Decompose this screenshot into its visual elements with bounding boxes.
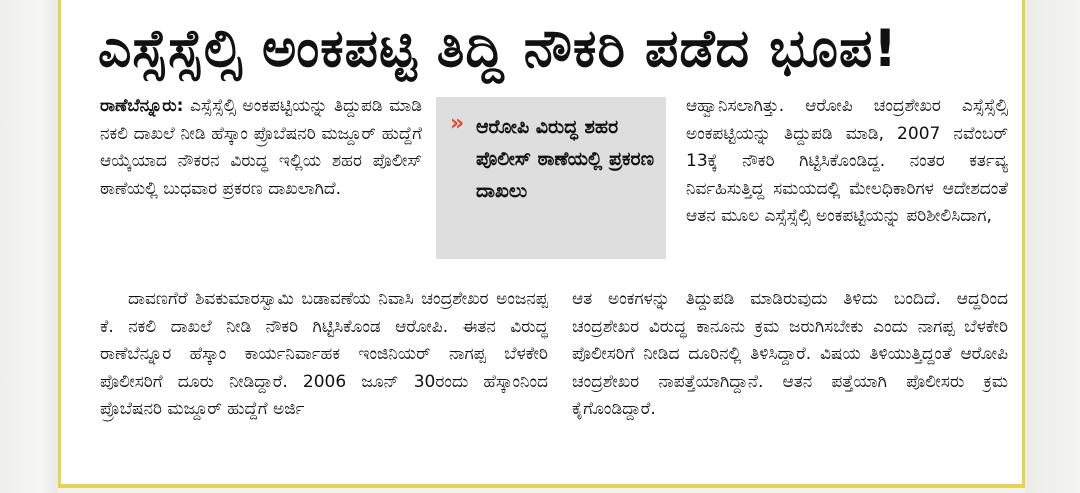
paragraph-2-text: ದಾವಣಗೆರೆ ಶಿವಕುಮಾರಸ್ವಾಮಿ ಬಡಾವಣೆಯ ನಿವಾಸಿ ಚಂದ್ರಶೇಖರ ಅಂಜನಪ್ಪ ಕೆ. ನಕಲಿ ದಾಖಲೆ ನೀಡಿ ನೌಕರಿ ಗಿಟ್ಟಿಸಿಕೊಂಡ ಆರೋಪಿ. ಈತನ ವಿರುದ್ಧ ರಾಣೆಬೆನ್ನೂರ ಹೆಸ್ಕಾಂ ಕಾರ್ಯನಿರ್ವಾಹಕ ಇಂಜಿನಿಯರ್ ನಾಗಪ್ಪ ಬೆಳಕೇರಿ ಪೊಲೀಸರಿಗೆ ದೂರು ನೀಡಿದ್ದಾರೆ. 2006 ಜೂನ್ 30ರಂದು ಹೆಸ್ಕಾಂನಿಂದ ಪ್ರೊಬೆಷನರಿ ಮಜ್ದೂರ್ ಹುದ್ದೆಗೆ ಅರ್ಜಿ <box>100 289 548 420</box>
article-column-2-bottom: ಆತ ಅಂಕಗಳನ್ನು ತಿದ್ದುಪಡಿ ಮಾಡಿರುವುದು ತಿಳಿದು ಬಂದಿದೆ. ಆದ್ದರಿಂದ ಚಂದ್ರಶೇಖರ ವಿರುದ್ಧ ಕಾನೂನು ಕ್ರಮ ಜರುಗಿಸಬೇಕು ಎಂದು ನಾಗಪ್ಪ ಬೆಳಕೇರಿ ಪೊಲೀಸರಿಗೆ ನೀಡಿದ ದೂರಿನಲ್ಲಿ ತಿಳಿಸಿದ್ದಾರೆ. ವಿಷಯ ತಿಳಿಯುತ್ತಿದ್ದಂತೆ ಆರೋಪಿ ಚಂದ್ರಶೇಖರ ನಾಪತ್ತೆಯಾಗಿದ್ದಾನೆ. ಆತನ ಪತ್ತೆಯಾಗಿ ಪೊಲೀಸರು ಕ್ರಮ ಕೈಗೊಂಡಿದ್ದಾರೆ. <box>572 289 1008 420</box>
pull-quote-text: ಆರೋಪಿ ವಿರುದ್ಧ ಶಹರ ಪೊಲೀಸ್ ಠಾಣೆಯಲ್ಲಿ ಪ್ರಕರಣ ದಾಖಲು <box>476 116 655 202</box>
dateline: ರಾಣೆಬೆನ್ನೂರು: <box>100 96 184 116</box>
article-paragraph-2 <box>100 286 548 466</box>
right-margin <box>1025 0 1080 493</box>
article-paragraph-1 <box>100 93 422 283</box>
left-margin <box>0 0 58 493</box>
article-column-2-top: ಆಹ್ವಾನಿಸಲಾಗಿತ್ತು. ಆರೋಪಿ ಚಂದ್ರಶೇಖರ ಎಸ್ಸೆಸ್ಸೆಲ್ಸಿ ಅಂಕಪಟ್ಟಿಯನ್ನು ತಿದ್ದುಪಡಿ ಮಾಡಿ, 2007 ನವೆಂಬರ್ 13ಕ್ಕೆ ನೌಕರಿ ಗಿಟ್ಟಿಸಿಕೊಂಡಿದ್ದ. ನಂತರ ಕರ್ತವ್ಯ ನಿರ್ವಹಿಸುತ್ತಿದ್ದ ಸಮಯದಲ್ಲಿ ಮೇಲಧಿಕಾರಿಗಳ ಆದೇಶದಂತೆ ಆತನ ಮೂಲ ಎಸ್ಸೆಸ್ಸೆಲ್ಸಿ ಅಂಕಪಟ್ಟಿಯನ್ನು ಪರಿಶೀಲಿಸಿದಾಗ, <box>686 96 1008 227</box>
pull-quote-box <box>436 97 666 259</box>
double-chevron-right-icon: » <box>450 111 465 136</box>
headline: ಎಸ್ಸೆಸ್ಸೆಲ್ಸಿ ಅಂಕಪಟ್ಟಿ ತಿದ್ದಿ ನೌಕರಿ ಪಡೆದ ಭೂಪ! <box>98 19 898 79</box>
paragraph-1-text: ಎಸ್ಸೆಸ್ಸೆಲ್ಸಿ ಅಂಕಪಟ್ಟಿಯನ್ನು ತಿದ್ದುಪಡಿ ಮಾಡಿ ನಕಲಿ ದಾಖಲೆ ನೀಡಿ ಹೆಸ್ಕಾಂ ಪ್ರೊಬೆಷನರಿ ಮಜ್ದೂರ್ ಹುದ್ದೆಗೆ ಆಯ್ಕೆಯಾದ ನೌಕರನ ವಿರುದ್ಧ ಇಲ್ಲಿಯ ಶಹರ ಪೊಲೀಸ್ ಠಾಣೆಯಲ್ಲಿ ಬುಧವಾರ ಪ್ರಕರಣ ದಾಖಲಾಗಿದೆ. <box>100 96 422 199</box>
